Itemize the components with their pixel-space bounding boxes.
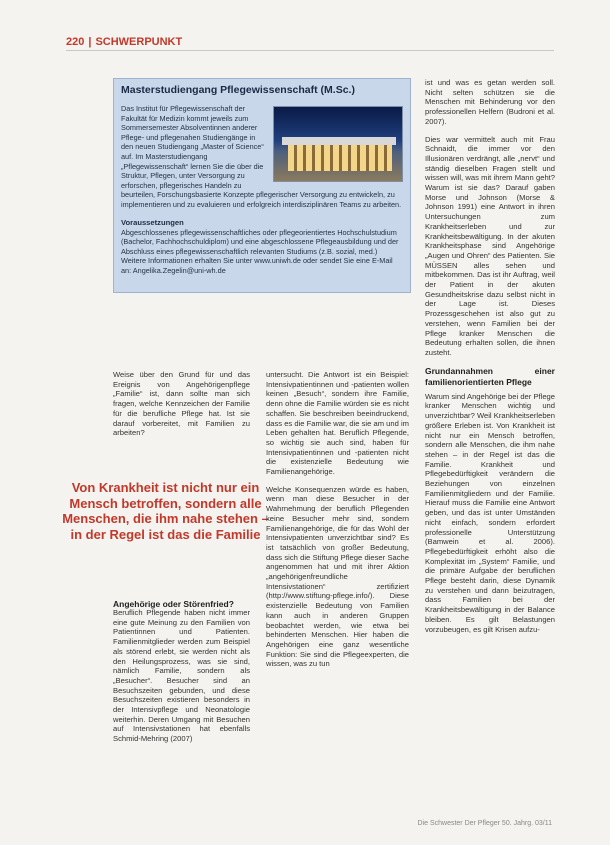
pull-quote: Von Krankheit ist nicht nur ein Mensch betroffen, sondern alle Menschen, die ihm nahe stehen – in der Regel ist das die Familie	[62, 480, 269, 542]
building-photo	[273, 106, 403, 182]
page-header	[66, 36, 182, 48]
col3-paragraph-2: Dies war vermittelt auch mit Frau Schnaidt, die immer vor den Illusionären verdrängt, alle „nervt“ und ständig dieselben Fragen stellt und wissen will, was mit ihrem Mann geht? Warum ist sie das? Darauf gaben Morse und Johnson (Morse & Johnson 1991) eine Antwort in ihren Untersuchungen zum Krankheitserleben und zur Krankheitsbewältigung. In der akuten Krankheitsphase sind Angehörige „Augen und Ohren“ des Patienten. Sie MÜSSEN alles sehen und mitbekommen. Das ist ihr Auftrag, weil der Patient in der akuten Gesundheitskrise dazu selbst nicht in der Lage ist. Dieses Prozessgeschehen ist also gut zu verstehen, wenn Familien bei der Pflege kranker Menschen die Bedeutung erhalten sollen, die ihnen zusteht.	[425, 134, 555, 357]
header-rule	[66, 50, 554, 51]
col3-paragraph-1: ist und was es getan werden soll. Nicht selten schützen sie die Menschen mit Behinderung vor den professionellen Helfern (Budroni et al. 2007).	[425, 78, 555, 126]
col1-subhead: Angehörige oder Störenfried?	[113, 599, 234, 609]
section-label: SCHWERPUNKT	[95, 36, 183, 48]
header-separator: |	[88, 36, 92, 48]
info-box-title: Masterstudiengang Pflegewissenschaft (M.Sc.)	[121, 84, 355, 96]
column-1-top	[113, 370, 250, 446]
col2-paragraph-1: untersucht. Die Antwort ist ein Beispiel: Intensivpatientinnen und -patienten wollen keinen „Besuch“, sondern ihre Familie, denn ohne die Familie würden sie es nicht schaffen. Sie beschreiben beeindruckend, dass es die Familie war, die sie am und im Leben gehalten hat. Beruflich Pflegende, so wichtig sie auch sind, haben für Intensivpatientinnen und -patienten nicht die existenzielle Bedeutung wie Familienangehörige.	[266, 370, 409, 477]
building-roof	[282, 137, 396, 145]
info-box	[113, 78, 411, 293]
column-3	[425, 78, 555, 642]
page-footer: Die Schwester Der Pfleger 50. Jahrg. 03/11	[417, 820, 552, 827]
col3-paragraph-3: Warum sind Angehörige bei der Pflege kranker Menschen wichtig und unverzichtbar? Weil Krankheitserleben größere Erleben ist. Von Krankheit ist nicht nur ein Mensch betroffen, sondern alle Menschen, die ihm nahe stehen – in der Regel ist das die Familie. Krankheit und Pflegebedürftigkeit verändern die Beziehungen von einzelnen Familienmitgliedern und der Familie. Hierauf muss die Familie eine Antwort geben, und das ist unter Umständen nicht einfach, sondern erfordert professionelle Unterstützung (Bamwein et al. 2006). Pflegebedürftigkeit erhöht also die Komplexität im „System“ Familie, und die primäre Aufgabe der beruflichen Pflege besteht darin, diese Dynamik zu verstehen und dann beizutragen, dass Familien bei der Krankheitsbewältigung in der Balance bleiben. Es gilt Belastungen vorzubeugen, es gilt Krisen aufzu-	[425, 391, 555, 634]
page-number: 220	[66, 36, 85, 48]
column-2	[266, 370, 409, 677]
col3-subhead: Grundannahmen einer familienorientierten Pflege	[425, 365, 555, 387]
col2-paragraph-2: Welche Konsequenzen würde es haben, wenn man diese Besucher in der Wahrnehmung der beruflich Pflegenden keine Besucher mehr sind, sondern Familienangehörige, die für das Wohl der Intensivpatienten unverzichtbar sind? Es ist tatsächlich von großer Bedeutung, dass sich die Stiftung Pflege dieser Sache angenommen hat und mit ihrer Aktion „angehörigenfreundliche Intensivstationen“ zertifiziert (http://www.stiftung-pflege.info/). Diese existenzielle Bedeutung von Familien kann auch in anderen Gruppen beobachtet werden, wie etwa bei behinderten Menschen. Hier haben die Angehörigen eine ganz wesentliche Funktion: Sie sind die Pflegeexperten, die wissen, was zu tun	[266, 484, 409, 669]
col1-paragraph-2: Beruflich Pflegende haben nicht immer eine gute Meinung zu den Familien von Patientinnen und Patienten. Familienmitglieder werden zum Beispiel als störend erlebt, sie werden nicht als den Heilungsprozess, was sie sind, nämlich Familie, sondern als „Besucher“. Besucher sind an Besuchszeiten gebunden, und diese Besuchszeiten existieren besonders in der Intensivpflege und Neonatologie weiterhin. Deren Umgang mit Besuchen auf Intensivstationen hat ebenfalls Schmid-Mehring (2007)	[113, 608, 250, 744]
col1-paragraph-1: Weise über den Grund für und das Ereignis von Angehörigenpflege „Familie“ ist, dann sollte man sich fragen, welche Kennzeichen der Familie für die berufliche Pflege hat. Ist sie darauf vorbereitet, mit Familien zu arbeiten?	[113, 370, 250, 438]
column-1-bottom	[113, 608, 250, 752]
info-box-intro: Das Institut für Pflegewissenschaft der Fakultät für Medizin kommt jeweils zum Sommersemester Absolventinnen anderer Pflege- und pflegenahen Studiengänge in den neuen Studiengang „Master of Science“ auf. Im Masterstudiengang „Pflegewissenschaft“ lernen Sie die über die Struktur, Pflegen, unter Versorgung zu erforschen, pflegerisches Handeln zu beurteilen, Forschungsbasierte Konzepte pflegerischer Versorgung zu entwickeln, zu implementieren und zu evaluieren und erfolgreich interdisziplinären Teams zu arbeiten.	[121, 104, 402, 209]
building-facade	[288, 145, 392, 171]
info-box-requirements-title: Voraussetzungen	[121, 217, 184, 227]
info-box-requirements: Abgeschlossenes pflegewissenschaftliches oder pflegeorientiertes Hochschulstudium (Bachelor, Fachhochschuldiplom) und eine abgeschlossene Pflegeausbildung und der Abschluss eines pflegewissenschaftlich relevanten Studiums (z.B. sozial, med.) Weitere Informationen erhalten Sie unter www.uniwh.de oder sendet Sie eine E-Mail an: Angelika.Zegelin@uni-wh.de	[121, 227, 399, 275]
